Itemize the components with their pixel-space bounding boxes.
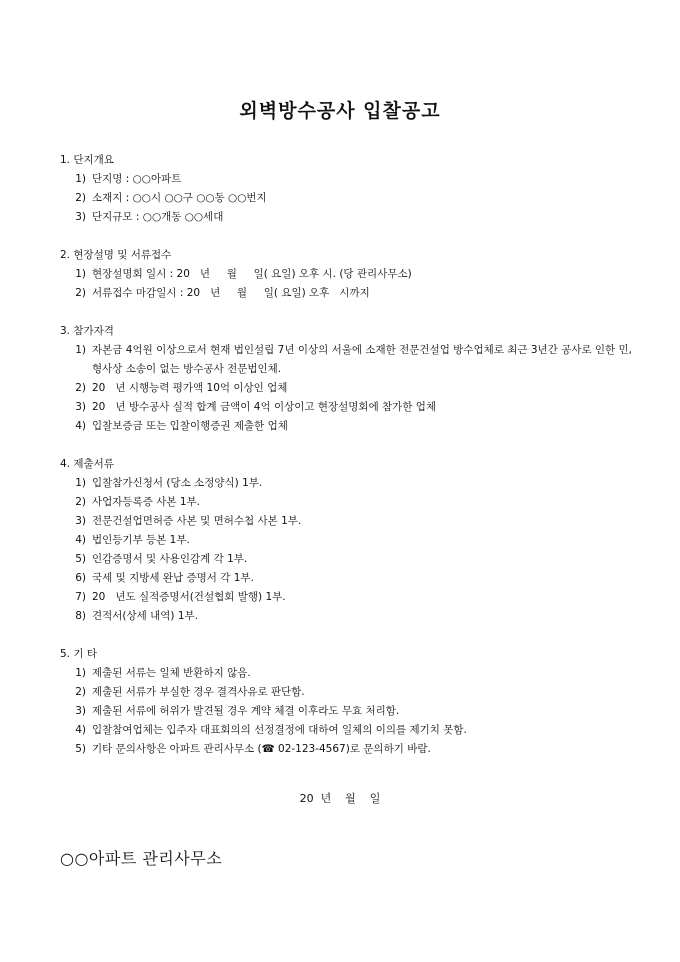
- item-text: 법인등기부 등본 1부.: [92, 534, 190, 546]
- item-text: 사업자등록증 사본 1부.: [92, 496, 200, 508]
- item-text: 제출된 서류에 허위가 발견될 경우 계약 체결 이후라도 무효 처리함.: [92, 705, 400, 717]
- list-item: [60, 683, 640, 702]
- item-number: 2): [75, 496, 86, 508]
- list-item: [60, 474, 640, 493]
- list-item: [60, 512, 640, 531]
- list-item: [60, 208, 640, 227]
- item-text: 20 년 방수공사 실적 합계 금액이 4억 이상이고 현장설명회에 참가한 업체: [92, 401, 437, 413]
- list-item: [60, 740, 640, 759]
- item-number: 1): [75, 667, 86, 679]
- list-item: [60, 550, 640, 569]
- item-text: 소재지 : ○○시 ○○구 ○○동 ○○번지: [92, 192, 267, 204]
- item-text: 견적서(상세 내역) 1부.: [92, 610, 199, 622]
- list-item: [60, 531, 640, 550]
- section-heading: 5. 기 타: [60, 648, 97, 660]
- section-4: [60, 455, 640, 626]
- list-item: [60, 170, 640, 189]
- item-text: 단지명 : ○○아파트: [92, 173, 182, 185]
- item-number: 1): [75, 268, 86, 280]
- section-2: [60, 246, 640, 303]
- item-text: 입찰참가신청서 (당소 소정양식) 1부.: [92, 477, 263, 489]
- item-text: 자본금 4억원 이상으로서 현재 법인설립 7년 이상의 서울에 소재한 전문건설업 방수업체로 최근 3년간 공사로 인한 민, 형사상 소송이 없는 방수공사 전문법인체.: [92, 344, 636, 375]
- item-text: 제출된 서류는 일체 반환하지 않음.: [92, 667, 251, 679]
- item-text: 20 년 시행능력 평가액 10억 이상인 업체: [92, 382, 288, 394]
- item-text: 입찰참여업체는 입주자 대표회의의 선정결정에 대하여 일체의 이의를 제기치 못함.: [92, 724, 467, 736]
- item-number: 2): [75, 192, 86, 204]
- item-number: 1): [75, 344, 86, 356]
- list-item: [60, 341, 640, 379]
- document-body: [60, 151, 640, 778]
- item-number: 3): [75, 211, 86, 223]
- item-number: 1): [75, 173, 86, 185]
- item-text: 전문건설업면허증 사본 및 면허수첩 사본 1부.: [92, 515, 302, 527]
- list-item: [60, 417, 640, 436]
- item-text: 서류접수 마감일시 : 20 년 월 일( 요일) 오후 시까지: [92, 287, 370, 299]
- date-line: 20 년 월 일: [299, 792, 381, 805]
- item-number: 4): [75, 420, 86, 432]
- document-title: 외벽방수공사 입찰공고: [239, 100, 441, 122]
- list-item: [60, 265, 640, 284]
- list-item: [60, 702, 640, 721]
- list-item: [60, 493, 640, 512]
- item-number: 8): [75, 610, 86, 622]
- section-heading: 3. 참가자격: [60, 325, 114, 337]
- item-number: 1): [75, 477, 86, 489]
- item-number: 7): [75, 591, 86, 603]
- item-number: 5): [75, 743, 86, 755]
- item-number: 2): [75, 382, 86, 394]
- list-item: [60, 569, 640, 588]
- item-number: 2): [75, 686, 86, 698]
- item-text: 국세 및 지방세 완납 증명서 각 1부.: [92, 572, 254, 584]
- item-text: 단지규모 : ○○개동 ○○세대: [92, 211, 224, 223]
- list-item: [60, 379, 640, 398]
- item-number: 4): [75, 724, 86, 736]
- section-heading: 4. 제출서류: [60, 458, 114, 470]
- item-number: 2): [75, 287, 86, 299]
- item-number: 5): [75, 553, 86, 565]
- item-text: 기타 문의사항은 아파트 관리사무소 (☎ 02-123-4567)로 문의하기 바람.: [92, 743, 431, 755]
- item-number: 3): [75, 515, 86, 527]
- item-text: 20 년도 실적증명서(건설협회 발행) 1부.: [92, 591, 286, 603]
- list-item: [60, 721, 640, 740]
- item-number: 6): [75, 572, 86, 584]
- item-text: 입찰보증금 또는 입찰이행증권 제출한 업체: [92, 420, 288, 432]
- item-text: 제출된 서류가 부실한 경우 결격사유로 판단함.: [92, 686, 305, 698]
- item-number: 3): [75, 401, 86, 413]
- section-heading: 1. 단지개요: [60, 154, 114, 166]
- list-item: [60, 607, 640, 626]
- section-1: [60, 151, 640, 227]
- item-text: 현장설명회 일시 : 20 년 월 일( 요일) 오후 시. (당 관리사무소): [92, 268, 412, 280]
- section-3: [60, 322, 640, 436]
- section-5: [60, 645, 640, 759]
- item-text: 인감증명서 및 사용인감계 각 1부.: [92, 553, 248, 565]
- list-item: [60, 588, 640, 607]
- section-heading: 2. 현장설명 및 서류접수: [60, 249, 172, 261]
- list-item: [60, 189, 640, 208]
- issuer-name: ○○아파트 관리사무소: [60, 849, 223, 868]
- list-item: [60, 398, 640, 417]
- item-number: 4): [75, 534, 86, 546]
- list-item: [60, 664, 640, 683]
- list-item: [60, 284, 640, 303]
- item-number: 3): [75, 705, 86, 717]
